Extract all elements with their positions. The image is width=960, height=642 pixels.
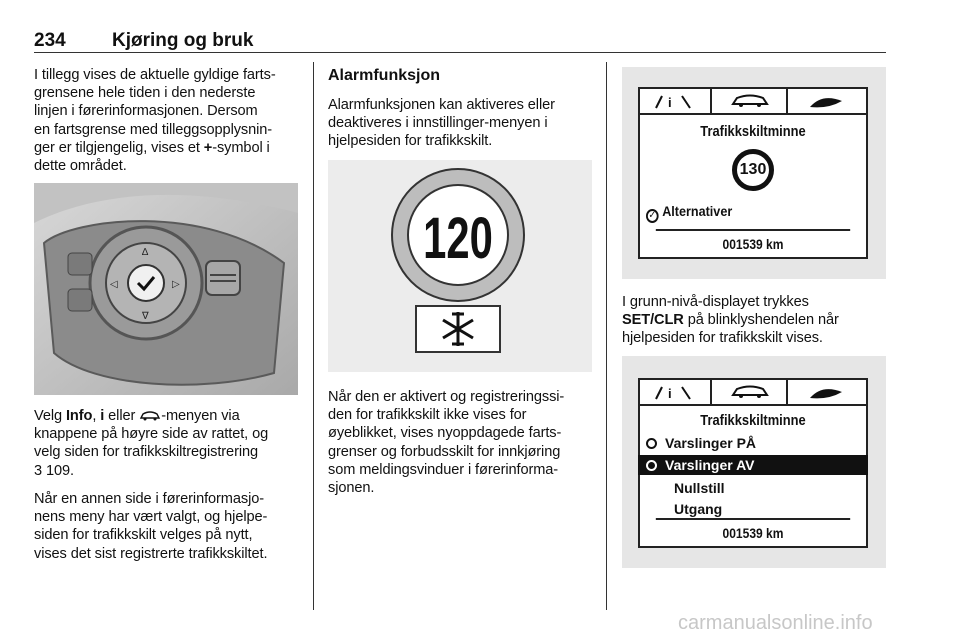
menu-item-exit[interactable]: Utgang [674,501,723,517]
info-i-symbol: i [100,408,105,424]
info-menu-label: Info [65,408,93,424]
display-tabs [640,380,866,406]
set-clr-button-label: SET/CLR [622,312,684,329]
display-image-1 [622,67,886,279]
menu-item-reset[interactable]: Nullstill [674,480,725,496]
watermark: carmanualsonline.info [678,612,873,634]
tab-car [710,89,788,113]
chapter-title: Kjøring og bruk [112,30,254,51]
radio-icon [646,460,657,471]
leaf-icon [808,95,844,109]
display-title: Trafikkskiltminne [700,412,806,429]
menu-item-warnings-on[interactable]: Varslinger PÅ [646,432,860,454]
svg-text:i: i [668,95,672,110]
display-title: Trafikkskiltminne [700,123,806,140]
car-icon [139,410,161,421]
col2-para2: Når den er aktivert og registreringssi- den for trafikkskilt ikke vises for øyeblikket, vises nyoppdagede farts- grenser og forbudsskilt for innkjøring som meldingsvinduer i førerinforma- sjonen. [328,389,565,497]
page-number: 234 [34,30,66,51]
alternatives-option: ✓ Alternativer [646,203,839,223]
svg-text:∆: ∆ [142,247,149,258]
col3-para1: I grunn-nivå-displayet trykkes SET/CLR på blinklyshendelen når hjelpesiden for trafikkskilt vises. [622,294,839,347]
svg-text:◁: ◁ [110,279,118,290]
check-icon: ✓ [646,209,659,223]
info-display-2 [638,378,868,548]
speed-sign-value: 120 [423,205,493,271]
speed-sign-illustration [328,160,592,372]
header-rule [34,52,886,53]
car-icon [730,94,770,108]
svg-text:▷: ▷ [172,279,180,290]
col1-para1: I tillegg vises de aktuelle gyldige farts- grensene hele tiden i den nederste linjen i førerinformasjonen. Dersom en fartsgrense med tilleggsopplysnin- ger er tilgjengelig, vises et +-symbol i dette området. [34,67,276,175]
road-info-icon [654,385,694,401]
svg-text:∇: ∇ [142,311,149,322]
display-tabs [640,89,866,115]
odometer: 001539 km [656,229,850,257]
col1-para2: Velg Info, i eller -menyen via knappene på høyre side av rattet, og velg siden for trafikkskiltregistrering 3 109. [34,407,302,480]
plus-symbol: + [203,139,213,156]
speed-limit-badge: 130 [732,149,774,191]
page-header [34,30,886,54]
speed-limit-sign-image [328,160,592,372]
road-info-icon [654,94,694,110]
display-image-2 [622,356,886,568]
column-divider-1 [313,62,314,610]
car-icon [730,385,770,399]
column-divider-2 [606,62,607,610]
svg-text:i: i [668,386,672,401]
steering-wheel-controls-image [34,183,298,395]
section-heading: Alarmfunksjon [328,67,441,84]
col1-para3: Når en annen side i førerinformasjo- nens meny har vært valgt, og hjelpe- siden for trafikkskilt velges på nytt, vises det sist registrerte trafikkskiltet. [34,491,268,562]
menu-item-warnings-off[interactable]: Varslinger AV [638,455,868,475]
col2-para1: Alarmfunksjonen kan aktiveres eller deaktiveres i innstillinger-menyen i hjelpesiden for trafikkskilt. [328,97,555,150]
info-display-1 [638,87,868,259]
odometer: 001539 km [656,518,850,546]
leaf-icon [808,386,844,400]
steering-wheel-illustration [34,183,298,395]
page-reference: 3 109. [34,462,74,479]
radio-icon [646,438,657,449]
tab-car [710,380,788,404]
